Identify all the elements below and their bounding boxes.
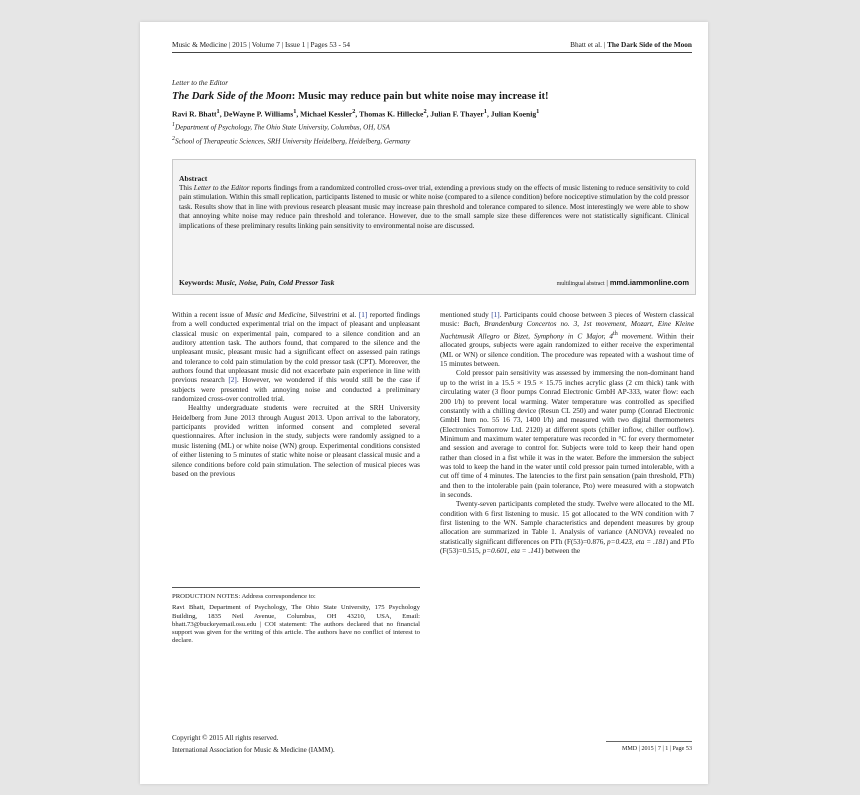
abstract-heading: Abstract	[179, 174, 208, 183]
paragraph: Within a recent issue of Music and Medicine, Silvestrini et al. [1] reported findings from a well conducted experimental trial on the impact of pleasant and unpleasant classical music on experimental pain, compared to a silence condition and an auditory attention task. The authors found, that compared to the silence and the unpleasant music, pleasant music had a significant effect on assessed pain ratings and tolerance to cold pain stimulation by the cold pressor task (CPT). Moreover, the authors found that unpleasant music did not exacerbate pain experience in line with previous research [2]. However, we wondered if this would still be the case if subjects were presented with annoying noise and conducted a preliminary randomized cross-over controlled trial.	[172, 311, 421, 404]
paragraph: Healthy undergraduate students were recruited at the SRH University Heidelberg from June 2013 through August 2013. Upon arrival to the laboratory, participants provided written informed consent and completed several questionnaires. After inclusion in the study, subjects were randomly assigned to a music listening (ML) or white noise (WN) group. Experimental conditions consisted of either listening to 5 minutes of static white noise or pleasant classical music and a silence conditions before cold pain stimulation. The selection of musical pieces was based on the previous	[172, 404, 420, 478]
body-column-left	[172, 311, 420, 479]
footer-rule	[606, 741, 692, 742]
article-type: Letter to the Editor	[172, 78, 229, 87]
author: Thomas K. Hillecke	[359, 109, 424, 119]
running-header-left: Music & Medicine | 2015 | Volume 7 | Issue 1 | Pages 53 - 54	[172, 40, 351, 49]
multilingual-abstract-link[interactable]: multilingual abstract	[556, 281, 605, 287]
citation-link[interactable]: [1]	[491, 311, 500, 319]
page-footer: MMD | 2015 | 7 | 1 | Page 53	[621, 746, 692, 752]
paragraph: Twenty-seven participants completed the study. Twelve were allocated to the ML condition with 6 first listening to music. 15 got allocated to the WN condition with 7 first listening to the WN. Sample characteristics and dependent measures by group allocation are summarized in Table 1. Analysis of variance (ANOVA) revealed no statistically significant differences on PTh (F(53)=0.876, p=0.423, eta = .181) and PTo (F(53)=0.515, p=0.601, eta = .141) between the	[440, 500, 694, 555]
author: Julian Koenig	[490, 109, 537, 119]
journal-site-link[interactable]: mmd.iammonline.com	[609, 278, 689, 287]
author: Julian F. Thayer	[430, 109, 484, 119]
affiliation-2: $^2$School of Therapeutic Sciences, SRH University Heidelberg, Heidelberg, Germany	[172, 136, 411, 146]
keywords: Keywords: Music, Noise, Pain, Cold Pressor Task	[179, 278, 335, 287]
author: Michael Kessler	[300, 109, 353, 119]
abstract-links: multilingual abstract | mmd.iammonline.com	[556, 278, 689, 287]
copyright: Copyright © 2015 All rights reserved.	[172, 734, 279, 742]
author: Ravi R. Bhatt	[172, 109, 217, 119]
citation-link[interactable]: [1]	[358, 311, 368, 319]
production-notes	[172, 587, 420, 646]
body-column-right	[440, 311, 694, 556]
header-rule	[172, 52, 692, 53]
notes-body: Ravi Bhatt, Department of Psychology, The Ohio State University, 175 Psychology Building, 1835 Neil Avenue, Columbus, OH 43210, USA, Email: bhatt.73@buckeyemail.osu.edu | COI statement: The authors declared that no financial support was given for the writing of this article. The authors have no conflict of interest to declare.	[172, 604, 420, 645]
article-title: The Dark Side of the Moon: Music may reduce pain but white noise may increase it!	[172, 91, 549, 102]
author: DeWayne P. Williams	[223, 109, 294, 119]
publisher: International Association for Music & Medicine (IAMM).	[172, 746, 335, 754]
citation-link[interactable]: [2]	[228, 376, 237, 385]
affiliation-1: $^1$Department of Psychology, The Ohio State University, Columbus, OH, USA	[172, 122, 390, 132]
journal-page	[140, 22, 708, 784]
abstract-text: This Letter to the Editor reports findings from a randomized controlled cross-over trial, extending a previous study on the effects of music listening to reduce sensitivity to cold pain stimulation. Within this small replication, participants listened to music or white noise (compared to a silence condition) before nociceptive stimulation by the cold pressor task. Results show that in line with previous research pleasant music may increase pain threshold and tolerance compared to silence. Most interestingly we were able to show that annoying white noise may reduce pain threshold and tolerance. However, due to the small sample size these differences were not statistically significant. Clinical implications of these preliminary results linking pain sensitivity to environmental noise are discussed.	[179, 184, 690, 230]
keywords-row	[179, 278, 689, 290]
abstract-box	[172, 159, 696, 295]
notes-heading: PRODUCTION NOTES: Address correspondence to:	[172, 593, 316, 600]
author-list: Ravi R. Bhatt$^1$, DeWayne P. Williams$^1$, Michael Kessler$^2$, Thomas K. Hillecke$^2$, Julian F. Thayer$^1$, Julian Koenig$^1$	[172, 108, 540, 119]
paragraph: Cold pressor pain sensitivity was assessed by immersing the non-dominant hand up to the wrist in a 15.5 × 19.5 × 15.75 inches acrylic glass (2 cm thick) tank with circulating water (3 floor pumps Conrad Electronic GmbH AP-333, water flow: each 200 l/h) to prevent local warming. Water temperature was controlled as specified constantly with a chilling device (Resun CL 250) and water pump (Conrad Electronic GmbH Item no. 55 16 73, 1400 l/h) and measured with two digital thermometers (Electronics Tomorrow Ltd. 2120) at different spots (chiller inflow, chiller outflow). Minimum and maximum water temperature was recorded in °C for every thermometer and session and average to control for. Subjects were told to keep their hand open rather than closed in a fist while it was in the water. Before the immersion the subject was told to keep the hand in the water until cold pressor pain turned intolerable, with a cut off time of 4 minutes. The latencies to the first pain sensation (pain threshold, PTh) and then to the intolerable pain (pain tolerance, Pto) were measured with a stopwatch in seconds.	[440, 369, 694, 499]
paragraph: mentioned study [1]. Participants could choose between 3 pieces of Western classical music: Bach, Brandenburg Concertos no. 3, 1st movement, Mozart, Eine Kleine Nachtmusik Allegro or Bizet, Symphony in C Major, 4th movement. Within their allocated groups, subjects were again randomized to either receive the experimental (ML or WN) or silence condition. The procedure was repeated with a washout time of 15 minutes between.	[440, 311, 694, 369]
running-header-right: Bhatt et al. | The Dark Side of the Moon	[570, 40, 692, 49]
